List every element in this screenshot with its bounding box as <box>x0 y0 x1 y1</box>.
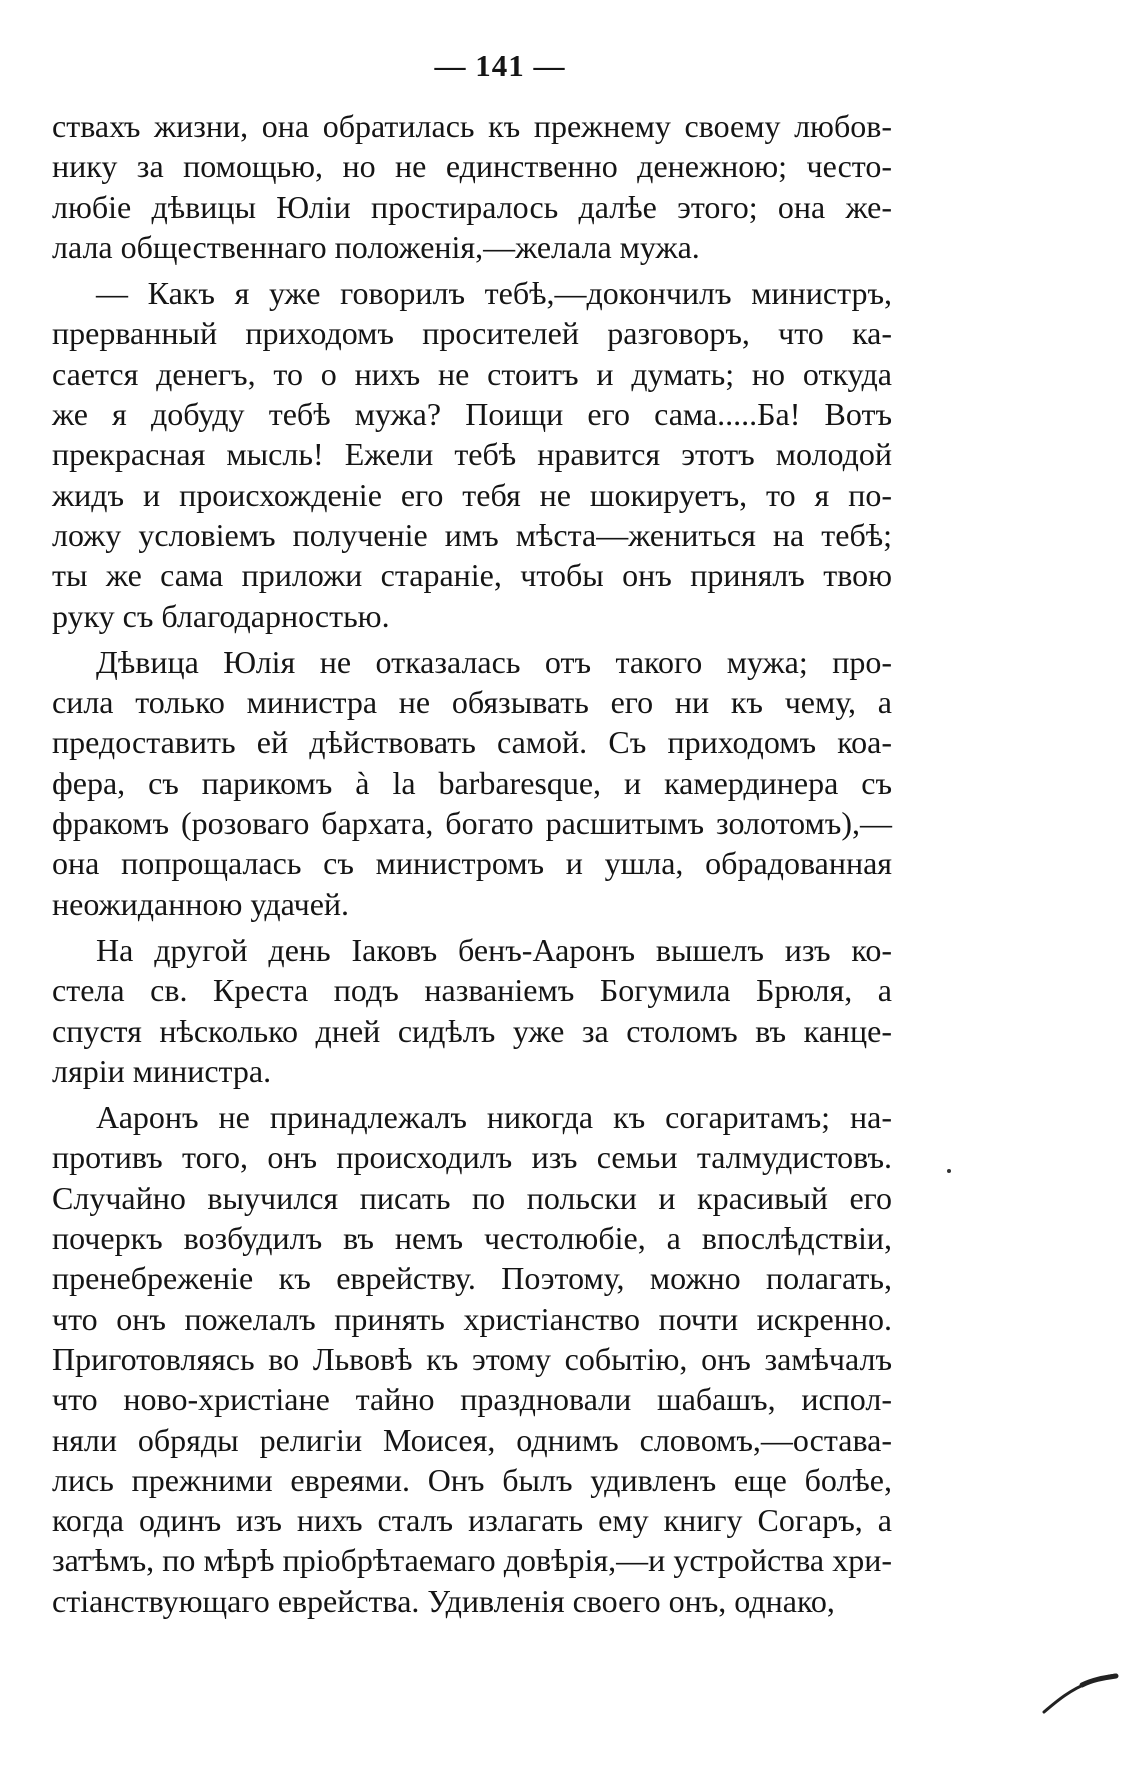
margin-speck <box>947 1169 951 1173</box>
text-line: ляріи министра. <box>52 1052 272 1089</box>
text-line: прекрасная мысль! Ежели тебѣ нравится этотъ молодой <box>52 436 892 473</box>
paragraph <box>52 930 892 1091</box>
text-line: лись прежними евреями. Онъ былъ удивленъ еще болѣе, <box>52 1461 892 1498</box>
text-line: няли обряды религіи Моисея, однимъ словомъ,—остава- <box>52 1421 892 1458</box>
text-line: предоставить ей дѣйствовать самой. Съ приходомъ коа- <box>52 724 892 761</box>
paragraph <box>52 106 892 267</box>
text-line: прерванный приходомъ просителей разговоръ, что ка- <box>52 315 892 352</box>
text-line: ложу условіемъ полученіе имъ мѣста—жениться на тебѣ; <box>52 516 892 553</box>
text-line: что ново-христіане тайно праздновали шабашъ, испол- <box>52 1381 892 1418</box>
text-line: лала общественнаго положенія,—желала мужа. <box>52 228 700 265</box>
text-line: Случайно выучился писать по польски и красивый его <box>52 1179 892 1216</box>
paragraph <box>52 273 892 636</box>
text-line: же я добуду тебѣ мужа? Поищи его сама.....Ба! Вотъ <box>52 396 892 433</box>
text-line: стела св. Креста подъ названіемъ Богумила Брюля, а <box>52 972 892 1009</box>
text-line: сила только министра не обязывать его ни къ чему, а <box>52 684 892 721</box>
body-text <box>52 106 892 1623</box>
text-line: фера, съ парикомъ à la barbaresque, и камердинера съ <box>52 764 892 801</box>
paragraph <box>52 642 892 924</box>
page-number: — 141 — <box>434 48 566 83</box>
text-line: ствахъ жизни, она обратилась къ прежнему своему любов- <box>52 108 892 144</box>
text-line: Приготовляясь во Львовѣ къ этому событію, онъ замѣчалъ <box>52 1340 892 1377</box>
text-line: она попрощалась съ министромъ и ушла, обрадованная <box>52 845 892 882</box>
text-line: Дѣвица Юлія не отказалась отъ такого мужа; про- <box>96 643 892 680</box>
text-line: почеркъ возбудилъ въ немъ честолюбіе, а впослѣдствіи, <box>52 1220 892 1257</box>
text-line: — Какъ я уже говорилъ тебѣ,—докончилъ министръ, <box>96 275 892 312</box>
text-line: любіе дѣвицы Юліи простиралось далѣе этого; она же- <box>52 188 892 225</box>
text-line: На другой день Іаковъ бенъ-Ааронъ вышелъ изъ ко- <box>96 931 892 968</box>
text-line: противъ того, онъ происходилъ изъ семьи талмудистовъ. <box>52 1139 892 1176</box>
text-line: спустя нѣсколько дней сидѣлъ уже за столомъ въ канце- <box>52 1012 892 1049</box>
paragraph <box>52 1097 892 1621</box>
text-line: жидъ и происхожденіе его тебя не шокируетъ, то я по- <box>52 476 892 513</box>
text-line: стіанствующаго еврейства. Удивленія своего онъ, однако, <box>52 1582 835 1619</box>
text-line: руку съ благодарностью. <box>52 597 390 634</box>
text-line: затѣмъ, по мѣрѣ пріобрѣтаемаго довѣрія,—и устройства хри- <box>52 1542 892 1579</box>
text-line: что онъ пожелалъ принять христіанство почти искренно. <box>52 1300 892 1337</box>
text-line: когда одинъ изъ нихъ сталъ излагать ему книгу Согаръ, а <box>52 1502 892 1539</box>
text-line: ты же сама приложи стараніе, чтобы онъ принялъ твою <box>52 557 892 594</box>
text-line: пренебреженіе къ еврейству. Поэтому, можно полагать, <box>52 1260 892 1297</box>
margin-pen-stroke <box>1040 1660 1130 1720</box>
text-line: фракомъ (розоваго бархата, богато расшитымъ золотомъ),— <box>52 805 892 842</box>
text-line: Ааронъ не принадлежалъ никогда къ согаритамъ; на- <box>96 1099 892 1136</box>
text-line: сается денегъ, то о нихъ не стоитъ и думать; но откуда <box>52 355 892 392</box>
text-line: неожиданною удачей. <box>52 885 350 922</box>
text-line: нику за помощью, но не единственно денежною; често- <box>52 148 892 185</box>
